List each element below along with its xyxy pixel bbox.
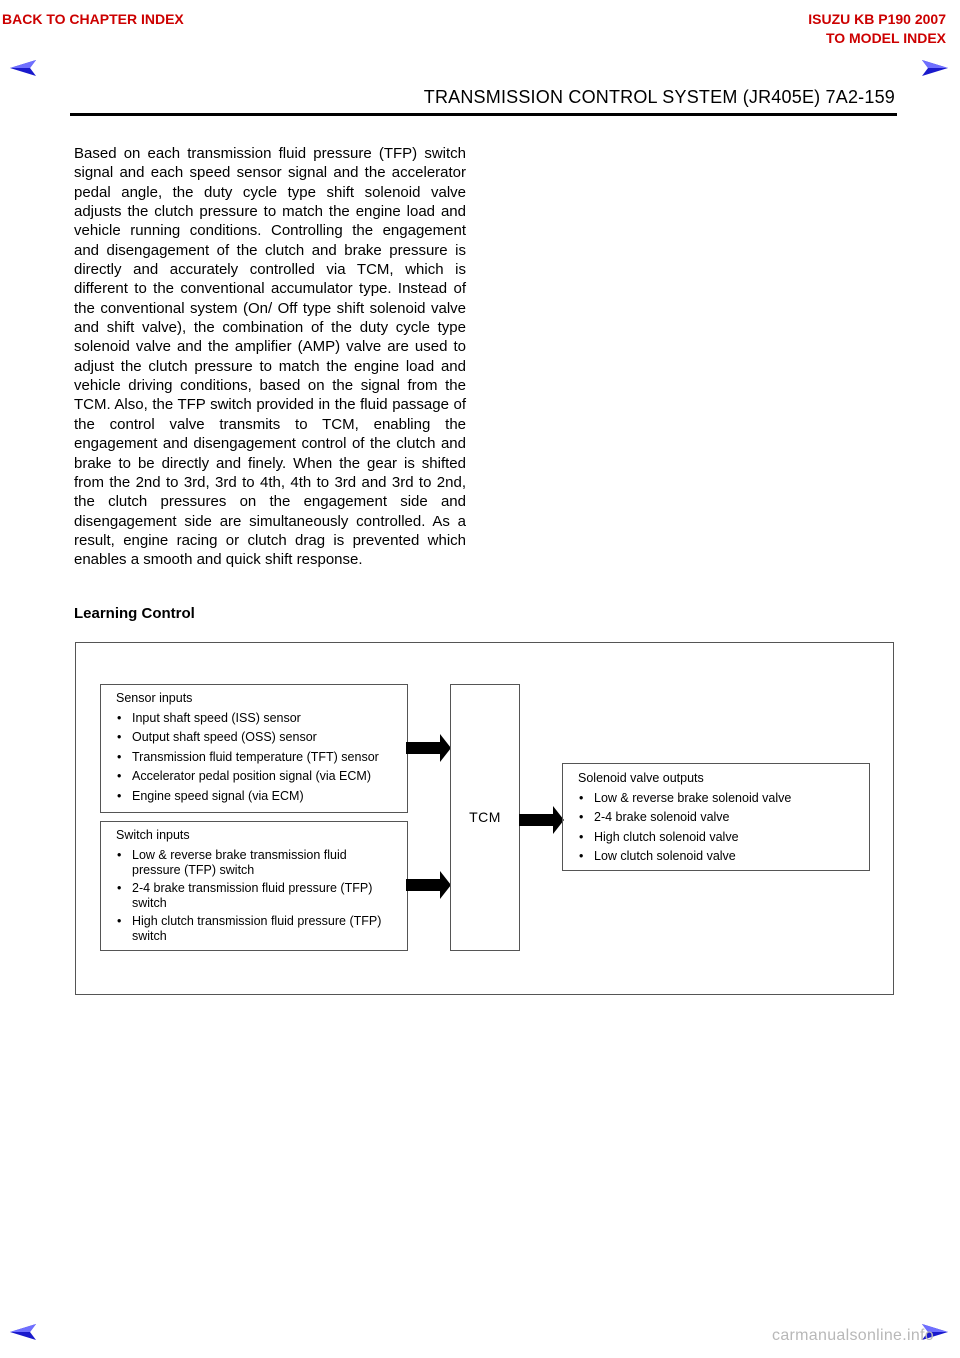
back-to-chapter-index-link[interactable]: BACK TO CHAPTER INDEX xyxy=(2,11,184,27)
list-item: • Transmission fluid temperature (TFT) sensor xyxy=(116,748,393,768)
watermark: carmanualsonline.info xyxy=(772,1327,934,1344)
sensor-inputs-title: Sensor inputs xyxy=(116,691,193,705)
list-item: • Low & reverse brake solenoid valve xyxy=(578,789,857,809)
list-item: • 2-4 brake solenoid valve xyxy=(578,808,857,828)
list-item: • High clutch transmission fluid pressure (TFP) switch xyxy=(116,914,393,944)
model-index-link[interactable]: TO MODEL INDEX xyxy=(825,30,946,46)
previous-page-arrow-icon[interactable] xyxy=(8,1322,38,1342)
switch-inputs-box xyxy=(100,821,408,951)
list-item: • Engine speed signal (via ECM) xyxy=(116,787,393,807)
body-paragraph: Based on each transmission fluid pressure (TFP) switch signal and each speed sensor signal and the accelerator pedal angle, the duty cycle type shift solenoid valve adjusts the clutch pressure to match the engine load and vehicle running conditions. Controlling the engagement and disengagement of the clutch and brake pressure is directly and accurately controlled via TCM, which is different to the conventional accumulator type. Instead of the conventional system (On/ Off type shift solenoid valve and shift valve), the combination of the duty cycle type solenoid valve and the amplifier (AMP) valve are used to adjust the clutch pressure to match the engine load and vehicle driving conditions, based on the signal from the TCM. Also, the TFP switch provided in the fluid passage of the control valve transmits to TCM, enabling the engagement and disengagement control of the clutch and brake to be directly and finely. When the gear is shifted from the 2nd to 3rd, 3rd to 4th, 4th to 3rd and 3rd to 2nd, the clutch pressures on the engagement side and disengagement side are simultaneously controlled. As a result, engine racing or clutch drag is prevented which enables a smooth and quick shift response. xyxy=(74,145,466,569)
sensor-to-tcm-arrow-icon xyxy=(406,733,452,763)
model-title-link[interactable]: ISUZU KB P190 2007 xyxy=(808,11,946,27)
next-page-arrow-icon[interactable] xyxy=(920,58,950,78)
tcm-box xyxy=(450,684,520,951)
learning-control-diagram xyxy=(75,642,894,995)
switch-to-tcm-arrow-icon xyxy=(406,870,452,900)
switch-inputs-title: Switch inputs xyxy=(116,828,190,842)
page-header-title: TRANSMISSION CONTROL SYSTEM (JR405E) 7A2-159 xyxy=(423,87,895,107)
solenoid-outputs-title: Solenoid valve outputs xyxy=(578,771,704,785)
section-heading: Learning Control xyxy=(74,605,195,622)
list-item: • Accelerator pedal position signal (via ECM) xyxy=(116,767,393,787)
tcm-to-solenoid-arrow-icon xyxy=(519,805,565,835)
previous-page-arrow-icon[interactable] xyxy=(8,58,38,78)
list-item: • Low & reverse brake transmission fluid pressure (TFP) switch xyxy=(116,848,393,878)
solenoid-outputs-box xyxy=(562,763,870,871)
sensor-inputs-box xyxy=(100,684,408,813)
tcm-label: TCM xyxy=(469,808,501,825)
list-item: • Output shaft speed (OSS) sensor xyxy=(116,728,393,748)
switch-inputs-list xyxy=(116,848,393,944)
sensor-inputs-list xyxy=(116,709,393,807)
list-item: • 2-4 brake transmission fluid pressure (TFP) switch xyxy=(116,881,393,911)
list-item: • High clutch solenoid valve xyxy=(578,828,857,848)
solenoid-outputs-list xyxy=(578,789,857,867)
list-item: • Low clutch solenoid valve xyxy=(578,847,857,867)
header-rule xyxy=(70,113,897,116)
list-item: • Input shaft speed (ISS) sensor xyxy=(116,709,393,729)
